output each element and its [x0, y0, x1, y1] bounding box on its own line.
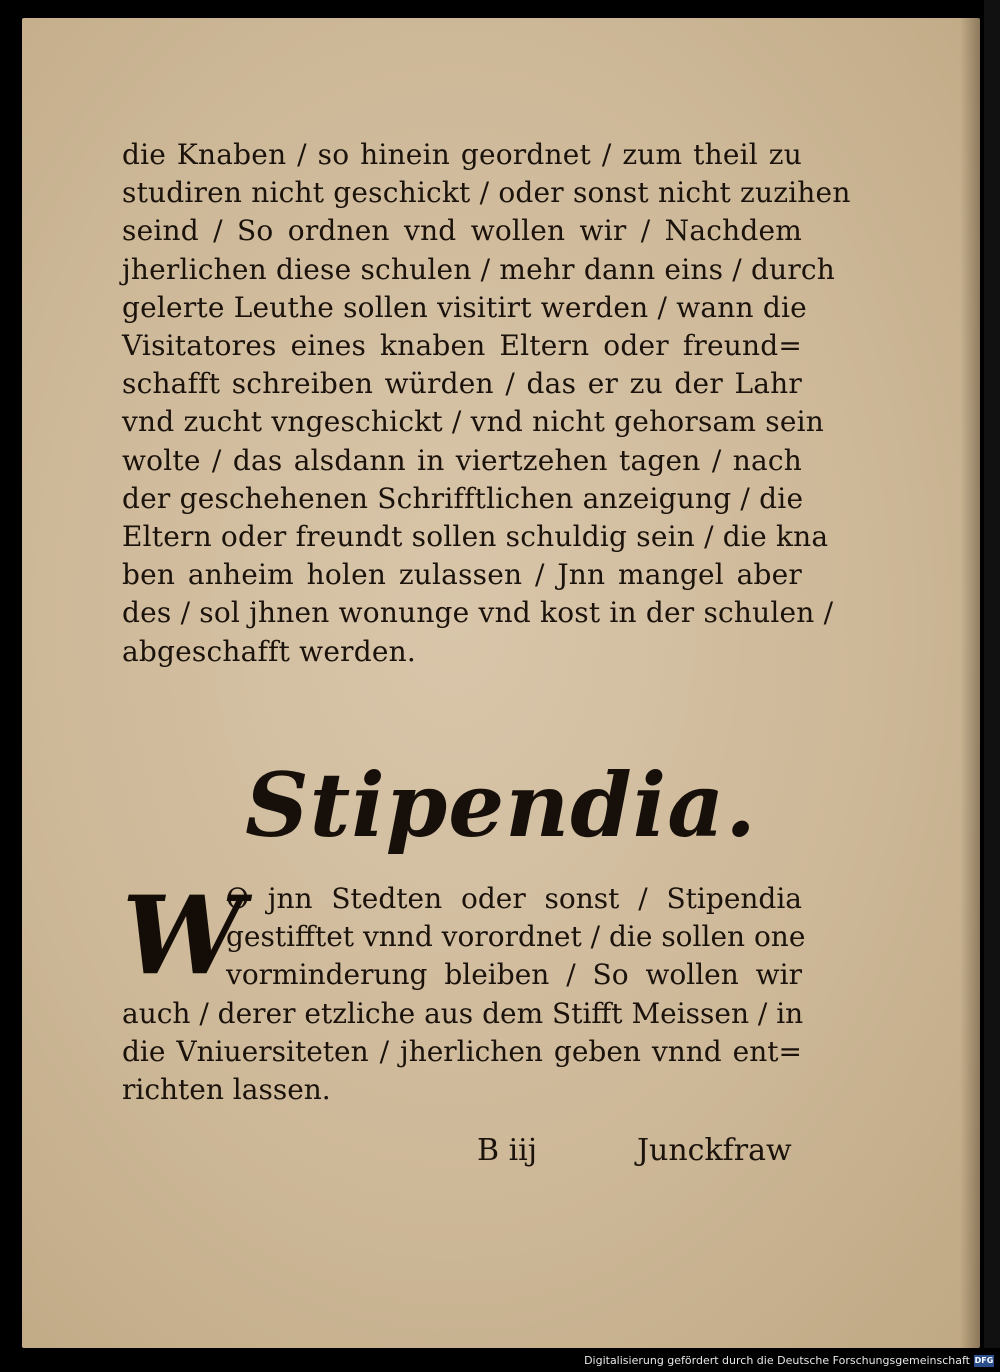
- text-line: die Vniuersiteten / jherlichen geben vnnd ent=: [122, 1034, 802, 1068]
- section-heading: Stipendia.: [245, 753, 757, 857]
- text-line: vnd zucht vngeschickt / vnd nicht gehorsam sein: [122, 405, 824, 439]
- text-line: der geschehenen Schrifftlichen anzeigung / die: [122, 481, 804, 515]
- text-line: jherlichen diese schulen / mehr dann eins / durch: [122, 252, 836, 286]
- text-line: richten lassen.: [122, 1073, 331, 1107]
- paragraph-2: [122, 873, 806, 1109]
- paragraph-1: [122, 136, 851, 671]
- text-line: auch / derer etzliche aus dem Stifft Meissen / in: [122, 996, 804, 1030]
- text-line: O jnn Stedten oder sonst / Stipendia: [226, 882, 802, 915]
- text-line: Visitatores eines knaben Eltern oder freund=: [122, 329, 802, 363]
- text-line: abgeschafft werden.: [122, 634, 416, 668]
- text-line: Eltern oder freundt sollen schuldig sein / die kna: [122, 520, 829, 554]
- funding-credit: Digitalisierung gefördert durch die Deutsche Forschungsgemeinschaft: [584, 1354, 970, 1367]
- text-line: vorminderung bleiben / So wollen wir: [226, 958, 802, 992]
- page-edge-shadow: [960, 18, 980, 1348]
- text-line: seind / So ordnen vnd wollen wir / Nachdem: [122, 214, 802, 248]
- text-line: wolte / das alsdann in viertzehen tagen / nach: [122, 443, 802, 477]
- catchword: Junckfraw: [637, 1133, 792, 1168]
- dfg-logo: DFG: [974, 1356, 994, 1365]
- text-line: studiren nicht geschickt / oder sonst nicht zuzihen: [122, 176, 851, 210]
- scanned-page: [22, 18, 980, 1348]
- text-line: die Knaben / so hinein geordnet / zum theil zu: [122, 138, 802, 171]
- text-line: schafft schreiben würden / das er zu der Lahr: [122, 367, 802, 401]
- text-line: des / sol jhnen wonunge vnd kost in der schulen /: [122, 596, 834, 630]
- text-line: gelerte Leuthe sollen visitirt werden / wann die: [122, 290, 807, 324]
- footer-bar: [0, 1348, 1000, 1372]
- scan-edge-bar: [984, 0, 1000, 1348]
- signature-mark: B iij: [477, 1133, 538, 1168]
- text-line: ben anheim holen zulassen / Jnn mangel aber: [122, 558, 802, 592]
- drop-cap-initial: W: [122, 873, 244, 999]
- text-line: gestifftet vnnd vorordnet / die sollen one: [226, 920, 806, 954]
